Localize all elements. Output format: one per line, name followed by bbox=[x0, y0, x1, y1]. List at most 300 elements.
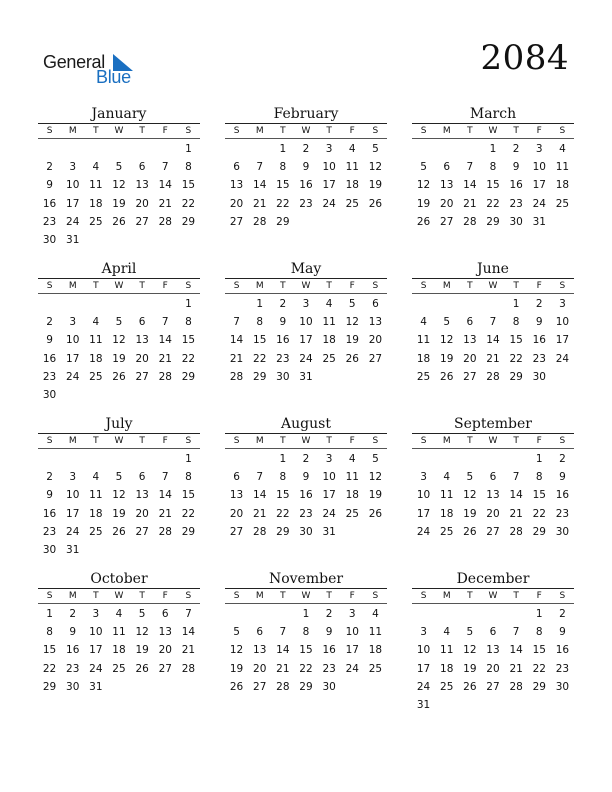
weekday-label: T bbox=[467, 436, 473, 446]
month-september bbox=[412, 414, 574, 569]
weekday-label: F bbox=[536, 281, 542, 291]
week-row bbox=[38, 486, 200, 504]
empty-day-cell bbox=[528, 696, 551, 714]
weekday-label: S bbox=[233, 126, 240, 136]
day-cell: 9 bbox=[302, 471, 310, 484]
week-row bbox=[38, 231, 200, 249]
weekday-label: W bbox=[301, 591, 311, 601]
month-february bbox=[225, 104, 387, 259]
day-cell: 22 bbox=[532, 662, 546, 675]
day-cell: 4 bbox=[420, 316, 427, 329]
empty-day-cell bbox=[435, 140, 458, 158]
weekday-label: M bbox=[68, 591, 77, 601]
day-cell: 12 bbox=[229, 644, 244, 657]
day-cell: 17 bbox=[322, 489, 336, 502]
day-cell: 31 bbox=[66, 543, 80, 556]
day-cell: 18 bbox=[89, 507, 103, 520]
day-cell: 7 bbox=[161, 161, 169, 174]
day-cell: 13 bbox=[253, 644, 267, 657]
empty-day-cell bbox=[107, 386, 130, 404]
week-row bbox=[38, 213, 200, 231]
weekday-label: T bbox=[326, 591, 332, 601]
empty-day-cell bbox=[84, 295, 107, 313]
month-title: February bbox=[225, 105, 387, 124]
month-title: November bbox=[225, 570, 387, 589]
day-cell: 12 bbox=[345, 316, 359, 329]
day-cell: 3 bbox=[559, 298, 566, 310]
day-cell: 25 bbox=[89, 525, 103, 538]
day-cell: 26 bbox=[345, 352, 359, 365]
day-cell: 19 bbox=[112, 197, 126, 210]
month-may bbox=[225, 259, 387, 414]
weekday-label: W bbox=[488, 591, 498, 601]
day-cell: 7 bbox=[466, 161, 474, 174]
day-cell: 3 bbox=[325, 453, 333, 465]
weekday-label: T bbox=[139, 591, 145, 601]
week-row bbox=[412, 331, 574, 349]
day-cell: 19 bbox=[368, 179, 383, 192]
day-cell: 16 bbox=[532, 334, 546, 347]
day-cell: 22 bbox=[276, 197, 290, 210]
day-cell: 3 bbox=[348, 608, 356, 620]
weekday-label: T bbox=[93, 436, 99, 446]
day-cell: 10 bbox=[66, 179, 80, 192]
weekday-label: M bbox=[255, 436, 264, 446]
empty-day-cell bbox=[505, 696, 528, 714]
day-cell: 2 bbox=[302, 143, 310, 155]
empty-day-cell bbox=[481, 450, 504, 468]
day-cell: 10 bbox=[66, 334, 80, 347]
week-row bbox=[225, 331, 387, 349]
month-title: December bbox=[412, 570, 574, 589]
empty-day-cell bbox=[61, 450, 84, 468]
weekday-label: W bbox=[114, 436, 124, 446]
empty-day-cell bbox=[177, 386, 200, 404]
weekday-label: S bbox=[185, 591, 192, 601]
day-cell: 24 bbox=[66, 525, 80, 538]
week-row bbox=[38, 450, 200, 468]
empty-day-cell bbox=[248, 140, 271, 158]
day-cell: 15 bbox=[181, 489, 196, 502]
empty-day-cell bbox=[412, 605, 435, 623]
weekday-label: M bbox=[442, 591, 451, 601]
day-cell: 19 bbox=[229, 662, 244, 675]
weekday-header bbox=[38, 434, 200, 449]
day-cell: 23 bbox=[42, 525, 57, 538]
weekday-label: S bbox=[372, 281, 379, 291]
day-cell: 16 bbox=[276, 334, 290, 347]
weekday-label: M bbox=[68, 436, 77, 446]
day-grid bbox=[412, 604, 574, 714]
day-cell: 15 bbox=[276, 489, 290, 502]
weekday-label: S bbox=[559, 591, 566, 601]
empty-day-cell bbox=[458, 605, 481, 623]
weekday-label: T bbox=[93, 126, 99, 136]
day-cell: 31 bbox=[322, 525, 336, 538]
day-cell: 8 bbox=[279, 471, 287, 484]
day-cell: 18 bbox=[416, 352, 431, 365]
day-cell: 15 bbox=[532, 644, 546, 657]
week-row bbox=[412, 295, 574, 313]
empty-day-cell bbox=[154, 678, 177, 696]
weekday-header bbox=[225, 279, 387, 294]
day-cell: 7 bbox=[161, 471, 169, 484]
day-cell: 9 bbox=[559, 471, 566, 484]
week-row bbox=[38, 295, 200, 313]
day-cell: 19 bbox=[368, 489, 383, 502]
day-cell: 30 bbox=[322, 680, 336, 693]
day-cell: 16 bbox=[299, 179, 313, 192]
day-cell: 27 bbox=[463, 370, 477, 383]
week-row bbox=[38, 368, 200, 386]
day-cell: 6 bbox=[466, 316, 474, 329]
week-row bbox=[412, 313, 574, 331]
day-cell: 2 bbox=[559, 453, 566, 465]
day-cell: 28 bbox=[463, 215, 477, 228]
day-cell: 15 bbox=[532, 489, 546, 502]
day-cell: 13 bbox=[158, 626, 172, 639]
day-cell: 31 bbox=[299, 370, 313, 383]
day-cell: 13 bbox=[440, 179, 454, 192]
weekday-label: T bbox=[326, 281, 332, 291]
weekday-header bbox=[225, 589, 387, 604]
day-cell: 28 bbox=[158, 370, 172, 383]
weekday-header bbox=[38, 589, 200, 604]
day-cell: 2 bbox=[559, 608, 566, 620]
day-cell: 6 bbox=[138, 161, 146, 174]
day-cell: 10 bbox=[416, 644, 431, 657]
empty-day-cell bbox=[481, 696, 504, 714]
day-cell: 31 bbox=[416, 698, 431, 711]
day-cell: 15 bbox=[181, 334, 196, 347]
day-cell: 9 bbox=[46, 179, 53, 192]
month-december bbox=[412, 569, 574, 724]
day-cell: 20 bbox=[229, 197, 244, 210]
empty-day-cell bbox=[154, 450, 177, 468]
weekday-label: F bbox=[349, 591, 355, 601]
empty-day-cell bbox=[364, 678, 387, 696]
weekday-label: M bbox=[255, 126, 264, 136]
day-cell: 17 bbox=[89, 644, 103, 657]
day-cell: 1 bbox=[256, 298, 264, 310]
day-cell: 20 bbox=[158, 644, 172, 657]
day-cell: 27 bbox=[440, 215, 454, 228]
empty-day-cell bbox=[435, 450, 458, 468]
week-row bbox=[225, 486, 387, 504]
empty-day-cell bbox=[364, 213, 387, 231]
empty-day-cell bbox=[458, 450, 481, 468]
week-row bbox=[412, 450, 574, 468]
day-cell: 3 bbox=[69, 471, 77, 484]
empty-day-cell bbox=[412, 450, 435, 468]
week-row bbox=[225, 350, 387, 368]
weekday-label: S bbox=[420, 436, 427, 446]
day-cell: 17 bbox=[66, 197, 80, 210]
day-cell: 15 bbox=[253, 334, 267, 347]
week-row bbox=[225, 213, 387, 231]
empty-day-cell bbox=[412, 140, 435, 158]
day-cell: 23 bbox=[555, 507, 570, 520]
week-row bbox=[38, 313, 200, 331]
month-october bbox=[38, 569, 200, 724]
empty-day-cell bbox=[435, 295, 458, 313]
day-cell: 24 bbox=[89, 662, 103, 675]
day-cell: 12 bbox=[112, 489, 126, 502]
day-cell: 26 bbox=[416, 215, 431, 228]
day-cell: 10 bbox=[555, 316, 570, 329]
day-cell: 26 bbox=[112, 215, 126, 228]
empty-day-cell bbox=[412, 295, 435, 313]
weekday-label: T bbox=[280, 126, 286, 136]
weekday-header bbox=[412, 434, 574, 449]
weekday-header bbox=[412, 279, 574, 294]
months-grid bbox=[38, 104, 575, 724]
empty-day-cell bbox=[38, 140, 61, 158]
day-cell: 20 bbox=[486, 507, 500, 520]
empty-day-cell bbox=[131, 678, 154, 696]
day-cell: 22 bbox=[276, 507, 290, 520]
day-cell: 30 bbox=[532, 370, 546, 383]
day-cell: 9 bbox=[302, 161, 310, 174]
day-cell: 9 bbox=[46, 489, 53, 502]
day-cell: 24 bbox=[322, 507, 336, 520]
weekday-header bbox=[38, 279, 200, 294]
day-cell: 29 bbox=[509, 370, 523, 383]
weekday-label: T bbox=[467, 281, 473, 291]
day-cell: 7 bbox=[256, 471, 264, 484]
day-cell: 26 bbox=[463, 525, 477, 538]
weekday-label: S bbox=[46, 126, 53, 136]
day-cell: 29 bbox=[181, 215, 196, 228]
day-cell: 8 bbox=[512, 316, 520, 329]
weekday-label: S bbox=[559, 436, 566, 446]
weekday-header bbox=[38, 124, 200, 139]
day-cell: 4 bbox=[348, 143, 356, 155]
day-cell: 3 bbox=[535, 143, 543, 155]
day-cell: 30 bbox=[555, 525, 570, 538]
empty-day-cell bbox=[318, 368, 341, 386]
month-june bbox=[412, 259, 574, 414]
empty-day-cell bbox=[107, 678, 130, 696]
week-row bbox=[225, 623, 387, 641]
day-cell: 17 bbox=[416, 662, 431, 675]
day-cell: 25 bbox=[440, 525, 454, 538]
weekday-label: T bbox=[93, 591, 99, 601]
weekday-label: F bbox=[536, 591, 542, 601]
weekday-label: W bbox=[114, 281, 124, 291]
day-cell: 1 bbox=[535, 453, 543, 465]
day-cell: 29 bbox=[276, 525, 290, 538]
weekday-label: T bbox=[139, 126, 145, 136]
empty-day-cell bbox=[84, 140, 107, 158]
weekday-header bbox=[225, 124, 387, 139]
day-cell: 21 bbox=[181, 644, 196, 657]
day-cell: 17 bbox=[345, 644, 359, 657]
weekday-label: S bbox=[372, 126, 379, 136]
day-cell: 19 bbox=[416, 197, 431, 210]
day-cell: 3 bbox=[420, 626, 427, 639]
empty-day-cell bbox=[435, 605, 458, 623]
day-cell: 23 bbox=[276, 352, 290, 365]
day-cell: 11 bbox=[322, 316, 336, 329]
day-cell: 10 bbox=[322, 161, 336, 174]
logo-word-general: General bbox=[43, 52, 105, 72]
day-cell: 21 bbox=[158, 507, 172, 520]
day-cell: 16 bbox=[66, 644, 80, 657]
empty-day-cell bbox=[154, 541, 177, 559]
week-row bbox=[225, 158, 387, 176]
week-row bbox=[412, 468, 574, 486]
day-cell: 12 bbox=[112, 179, 126, 192]
day-cell: 30 bbox=[555, 680, 570, 693]
day-cell: 11 bbox=[345, 161, 359, 174]
empty-day-cell bbox=[318, 213, 341, 231]
day-cell: 5 bbox=[372, 453, 379, 465]
day-cell: 7 bbox=[233, 316, 240, 329]
day-cell: 12 bbox=[135, 626, 149, 639]
month-november bbox=[225, 569, 387, 724]
day-cell: 4 bbox=[559, 143, 566, 155]
day-cell: 6 bbox=[443, 161, 451, 174]
day-grid bbox=[38, 604, 200, 696]
empty-day-cell bbox=[458, 295, 481, 313]
day-cell: 10 bbox=[416, 489, 431, 502]
empty-day-cell bbox=[154, 386, 177, 404]
day-cell: 4 bbox=[372, 608, 379, 620]
weekday-label: F bbox=[536, 436, 542, 446]
day-cell: 19 bbox=[112, 507, 126, 520]
day-cell: 28 bbox=[158, 215, 172, 228]
day-cell: 14 bbox=[181, 626, 196, 639]
day-cell: 28 bbox=[486, 370, 500, 383]
week-row bbox=[38, 140, 200, 158]
day-cell: 5 bbox=[138, 608, 146, 620]
day-cell: 20 bbox=[463, 352, 477, 365]
calendar-year: 2084 bbox=[480, 38, 569, 78]
day-cell: 8 bbox=[302, 626, 310, 639]
day-cell: 21 bbox=[486, 352, 500, 365]
empty-day-cell bbox=[505, 605, 528, 623]
week-row bbox=[38, 158, 200, 176]
day-cell: 14 bbox=[158, 334, 172, 347]
day-cell: 14 bbox=[509, 489, 523, 502]
day-cell: 1 bbox=[302, 608, 310, 620]
week-row bbox=[225, 505, 387, 523]
brand-logo bbox=[43, 52, 143, 92]
weekday-label: W bbox=[488, 126, 498, 136]
day-cell: 18 bbox=[368, 644, 383, 657]
day-cell: 27 bbox=[486, 525, 500, 538]
day-cell: 3 bbox=[69, 316, 77, 329]
day-cell: 22 bbox=[299, 662, 313, 675]
day-cell: 19 bbox=[112, 352, 126, 365]
empty-day-cell bbox=[225, 140, 248, 158]
day-cell: 17 bbox=[299, 334, 313, 347]
empty-day-cell bbox=[107, 541, 130, 559]
day-cell: 21 bbox=[509, 507, 523, 520]
day-cell: 25 bbox=[89, 215, 103, 228]
day-cell: 18 bbox=[112, 644, 126, 657]
day-cell: 8 bbox=[535, 471, 543, 484]
week-row bbox=[412, 158, 574, 176]
week-row bbox=[412, 368, 574, 386]
day-cell: 5 bbox=[372, 143, 379, 155]
day-cell: 12 bbox=[368, 161, 383, 174]
day-cell: 25 bbox=[112, 662, 126, 675]
empty-day-cell bbox=[341, 523, 364, 541]
day-cell: 8 bbox=[279, 161, 287, 174]
day-cell: 24 bbox=[345, 662, 359, 675]
empty-day-cell bbox=[61, 140, 84, 158]
day-cell: 1 bbox=[512, 298, 520, 310]
day-cell: 31 bbox=[532, 215, 546, 228]
month-title: May bbox=[225, 260, 387, 279]
month-title: August bbox=[225, 415, 387, 434]
empty-day-cell bbox=[435, 696, 458, 714]
day-cell: 11 bbox=[440, 489, 454, 502]
weekday-label: F bbox=[349, 281, 355, 291]
day-cell: 16 bbox=[509, 179, 523, 192]
day-cell: 2 bbox=[69, 608, 77, 620]
day-cell: 6 bbox=[489, 471, 497, 484]
weekday-label: W bbox=[114, 591, 124, 601]
day-cell: 28 bbox=[509, 680, 523, 693]
day-cell: 16 bbox=[555, 489, 570, 502]
day-cell: 9 bbox=[512, 161, 520, 174]
day-cell: 10 bbox=[345, 626, 359, 639]
day-cell: 24 bbox=[66, 370, 80, 383]
weekday-label: S bbox=[420, 281, 427, 291]
day-cell: 28 bbox=[158, 525, 172, 538]
weekday-label: F bbox=[162, 126, 168, 136]
empty-day-cell bbox=[131, 541, 154, 559]
day-cell: 20 bbox=[229, 507, 244, 520]
day-cell: 26 bbox=[135, 662, 149, 675]
empty-day-cell bbox=[481, 295, 504, 313]
empty-day-cell bbox=[551, 368, 574, 386]
weekday-label: S bbox=[233, 591, 240, 601]
day-cell: 21 bbox=[253, 507, 267, 520]
day-cell: 20 bbox=[440, 197, 454, 210]
day-cell: 27 bbox=[368, 352, 383, 365]
day-cell: 7 bbox=[161, 316, 169, 329]
day-cell: 5 bbox=[466, 626, 474, 639]
empty-day-cell bbox=[341, 213, 364, 231]
day-cell: 5 bbox=[115, 471, 123, 484]
week-row bbox=[38, 386, 200, 404]
weekday-label: S bbox=[420, 591, 427, 601]
month-title: March bbox=[412, 105, 574, 124]
day-cell: 30 bbox=[66, 680, 80, 693]
day-cell: 13 bbox=[135, 179, 149, 192]
day-cell: 23 bbox=[42, 370, 57, 383]
day-cell: 24 bbox=[416, 680, 431, 693]
day-cell: 6 bbox=[233, 471, 240, 484]
weekday-label: S bbox=[559, 126, 566, 136]
day-cell: 1 bbox=[46, 608, 53, 620]
day-cell: 6 bbox=[138, 471, 146, 484]
empty-day-cell bbox=[61, 295, 84, 313]
weekday-label: F bbox=[349, 436, 355, 446]
weekday-label: M bbox=[442, 126, 451, 136]
weekday-label: S bbox=[372, 591, 379, 601]
month-august bbox=[225, 414, 387, 569]
day-cell: 2 bbox=[46, 471, 53, 484]
day-cell: 23 bbox=[509, 197, 523, 210]
week-row bbox=[225, 468, 387, 486]
day-cell: 13 bbox=[135, 334, 149, 347]
day-cell: 2 bbox=[46, 161, 53, 174]
